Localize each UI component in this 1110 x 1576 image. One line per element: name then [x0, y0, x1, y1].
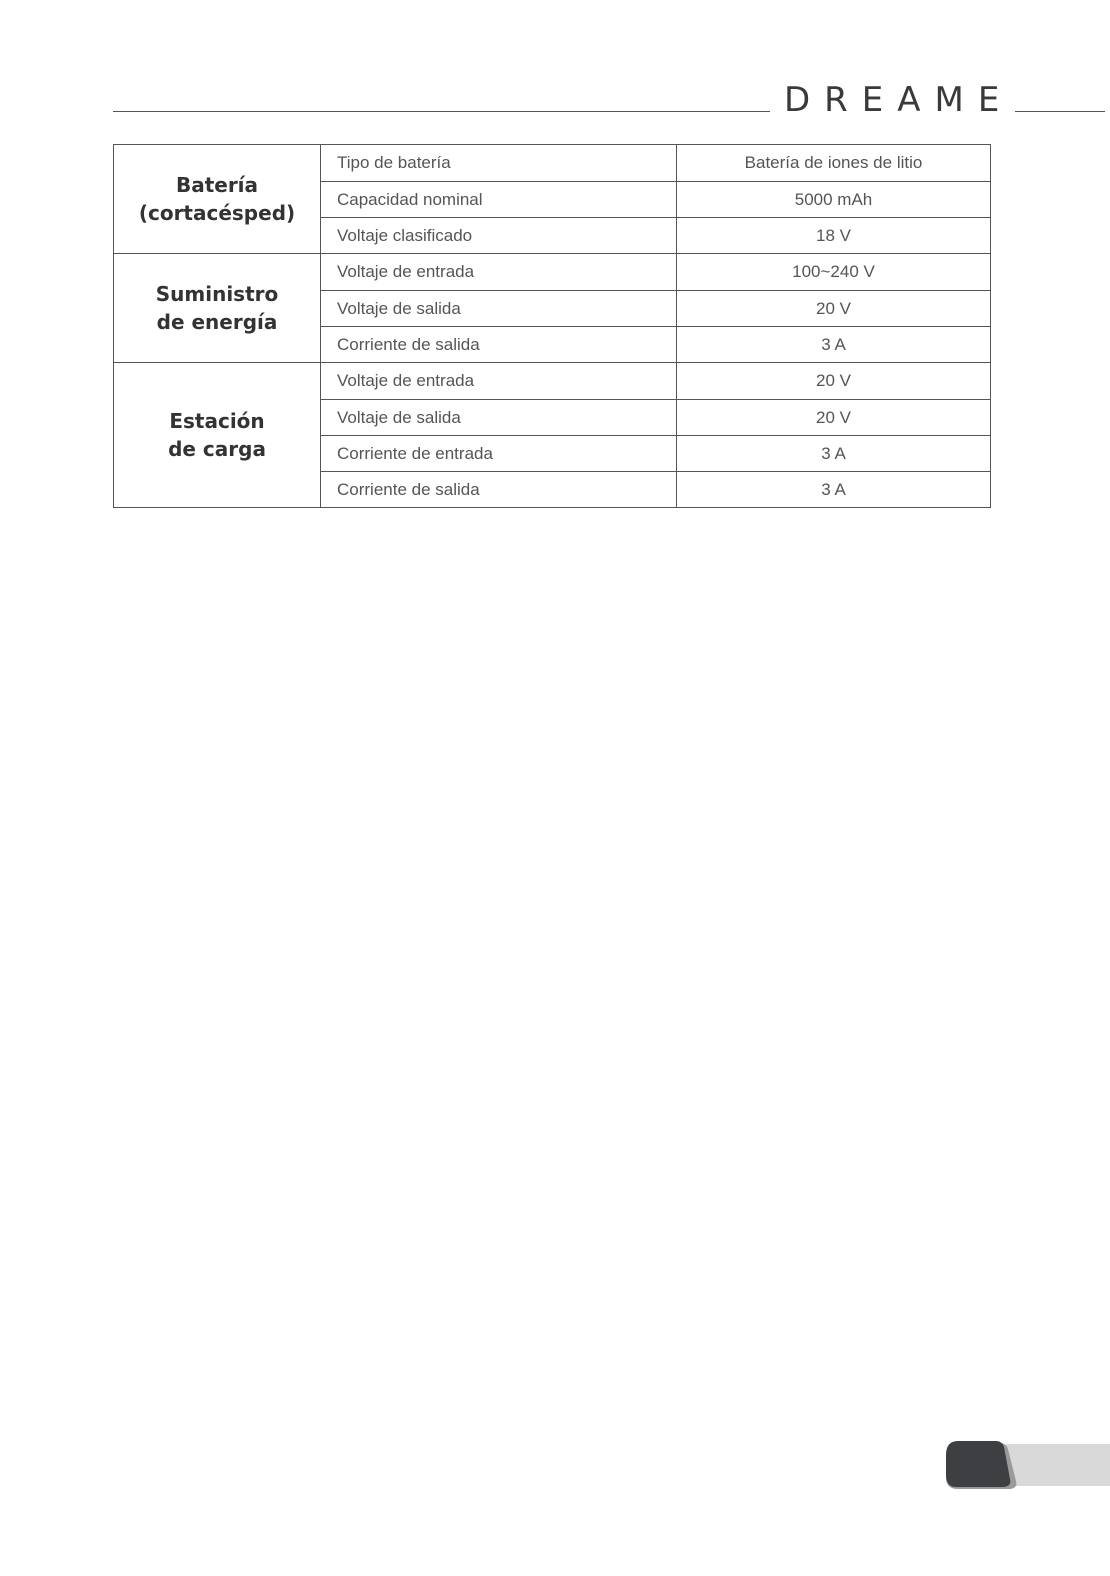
group-label-charging-station: [114, 363, 321, 508]
value-cell: 18 V: [677, 218, 991, 254]
param-cell: Voltaje clasificado: [321, 218, 677, 254]
table-row: [114, 363, 991, 400]
group-title-line: (cortacésped): [138, 201, 296, 225]
header-rule-right: [1015, 111, 1105, 112]
group-title-line: Suministro: [155, 282, 279, 306]
param-cell: Capacidad nominal: [321, 182, 677, 218]
param-cell: Voltaje de entrada: [321, 363, 677, 400]
specifications-table: [113, 144, 991, 508]
group-title-line: de carga: [168, 437, 266, 461]
group-title-line: de energía: [156, 310, 278, 334]
value-cell: Batería de iones de litio: [677, 145, 991, 182]
value-cell: 3 A: [677, 436, 991, 472]
param-cell: Corriente de salida: [321, 327, 677, 363]
group-label-power-supply: [114, 254, 321, 363]
value-cell: 20 V: [677, 363, 991, 400]
value-cell: 3 A: [677, 472, 991, 508]
value-cell: 100~240 V: [677, 254, 991, 291]
param-cell: Voltaje de entrada: [321, 254, 677, 291]
value-cell: 3 A: [677, 327, 991, 363]
table-row: [114, 254, 991, 291]
group-title-line: Batería: [175, 173, 259, 197]
table-row: [114, 145, 991, 182]
group-title-line: Estación: [169, 409, 265, 433]
page-tab-shape: [946, 1441, 1010, 1487]
page-tab-icon: [946, 1441, 1110, 1489]
value-cell: 20 V: [677, 400, 991, 436]
value-cell: 5000 mAh: [677, 182, 991, 218]
dreame-logo: DREAME: [784, 80, 1014, 120]
param-cell: Tipo de batería: [321, 145, 677, 182]
header-rule-left: [113, 111, 770, 112]
param-cell: Corriente de salida: [321, 472, 677, 508]
group-label-battery: [114, 145, 321, 254]
param-cell: Voltaje de salida: [321, 291, 677, 327]
value-cell: 20 V: [677, 291, 991, 327]
page-tab-bar: [1006, 1444, 1110, 1486]
param-cell: Corriente de entrada: [321, 436, 677, 472]
param-cell: Voltaje de salida: [321, 400, 677, 436]
